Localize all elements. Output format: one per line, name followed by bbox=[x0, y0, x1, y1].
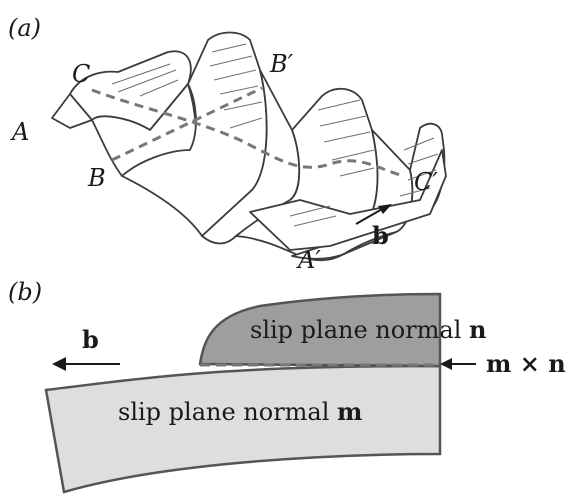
label-c: C bbox=[72, 60, 91, 88]
label-c-prime: C′ bbox=[414, 168, 438, 196]
upper-region-label bbox=[250, 315, 487, 344]
panel-b bbox=[8, 278, 566, 492]
label-b-prime: B′ bbox=[270, 50, 294, 78]
lower-region-symbol: m bbox=[337, 397, 363, 426]
lower-region-text: slip plane normal bbox=[118, 398, 338, 426]
panel-a-label: (a) bbox=[8, 14, 42, 42]
lower-region-label bbox=[118, 397, 362, 426]
label-b: B bbox=[88, 164, 106, 192]
line-direction-label: m × n bbox=[486, 349, 566, 378]
lower-slab bbox=[46, 366, 440, 492]
panel-a bbox=[8, 14, 446, 274]
upper-region-symbol: n bbox=[469, 315, 487, 344]
label-a: A bbox=[12, 118, 30, 146]
burgers-label-b: b bbox=[82, 325, 99, 354]
upper-region-text: slip plane normal bbox=[250, 316, 470, 344]
burgers-label-a: b bbox=[372, 221, 389, 250]
panel-b-label: (b) bbox=[8, 278, 43, 306]
line-direction-arrow bbox=[440, 358, 476, 370]
label-a-prime: A′ bbox=[298, 246, 321, 274]
burgers-arrow-b bbox=[52, 357, 120, 371]
